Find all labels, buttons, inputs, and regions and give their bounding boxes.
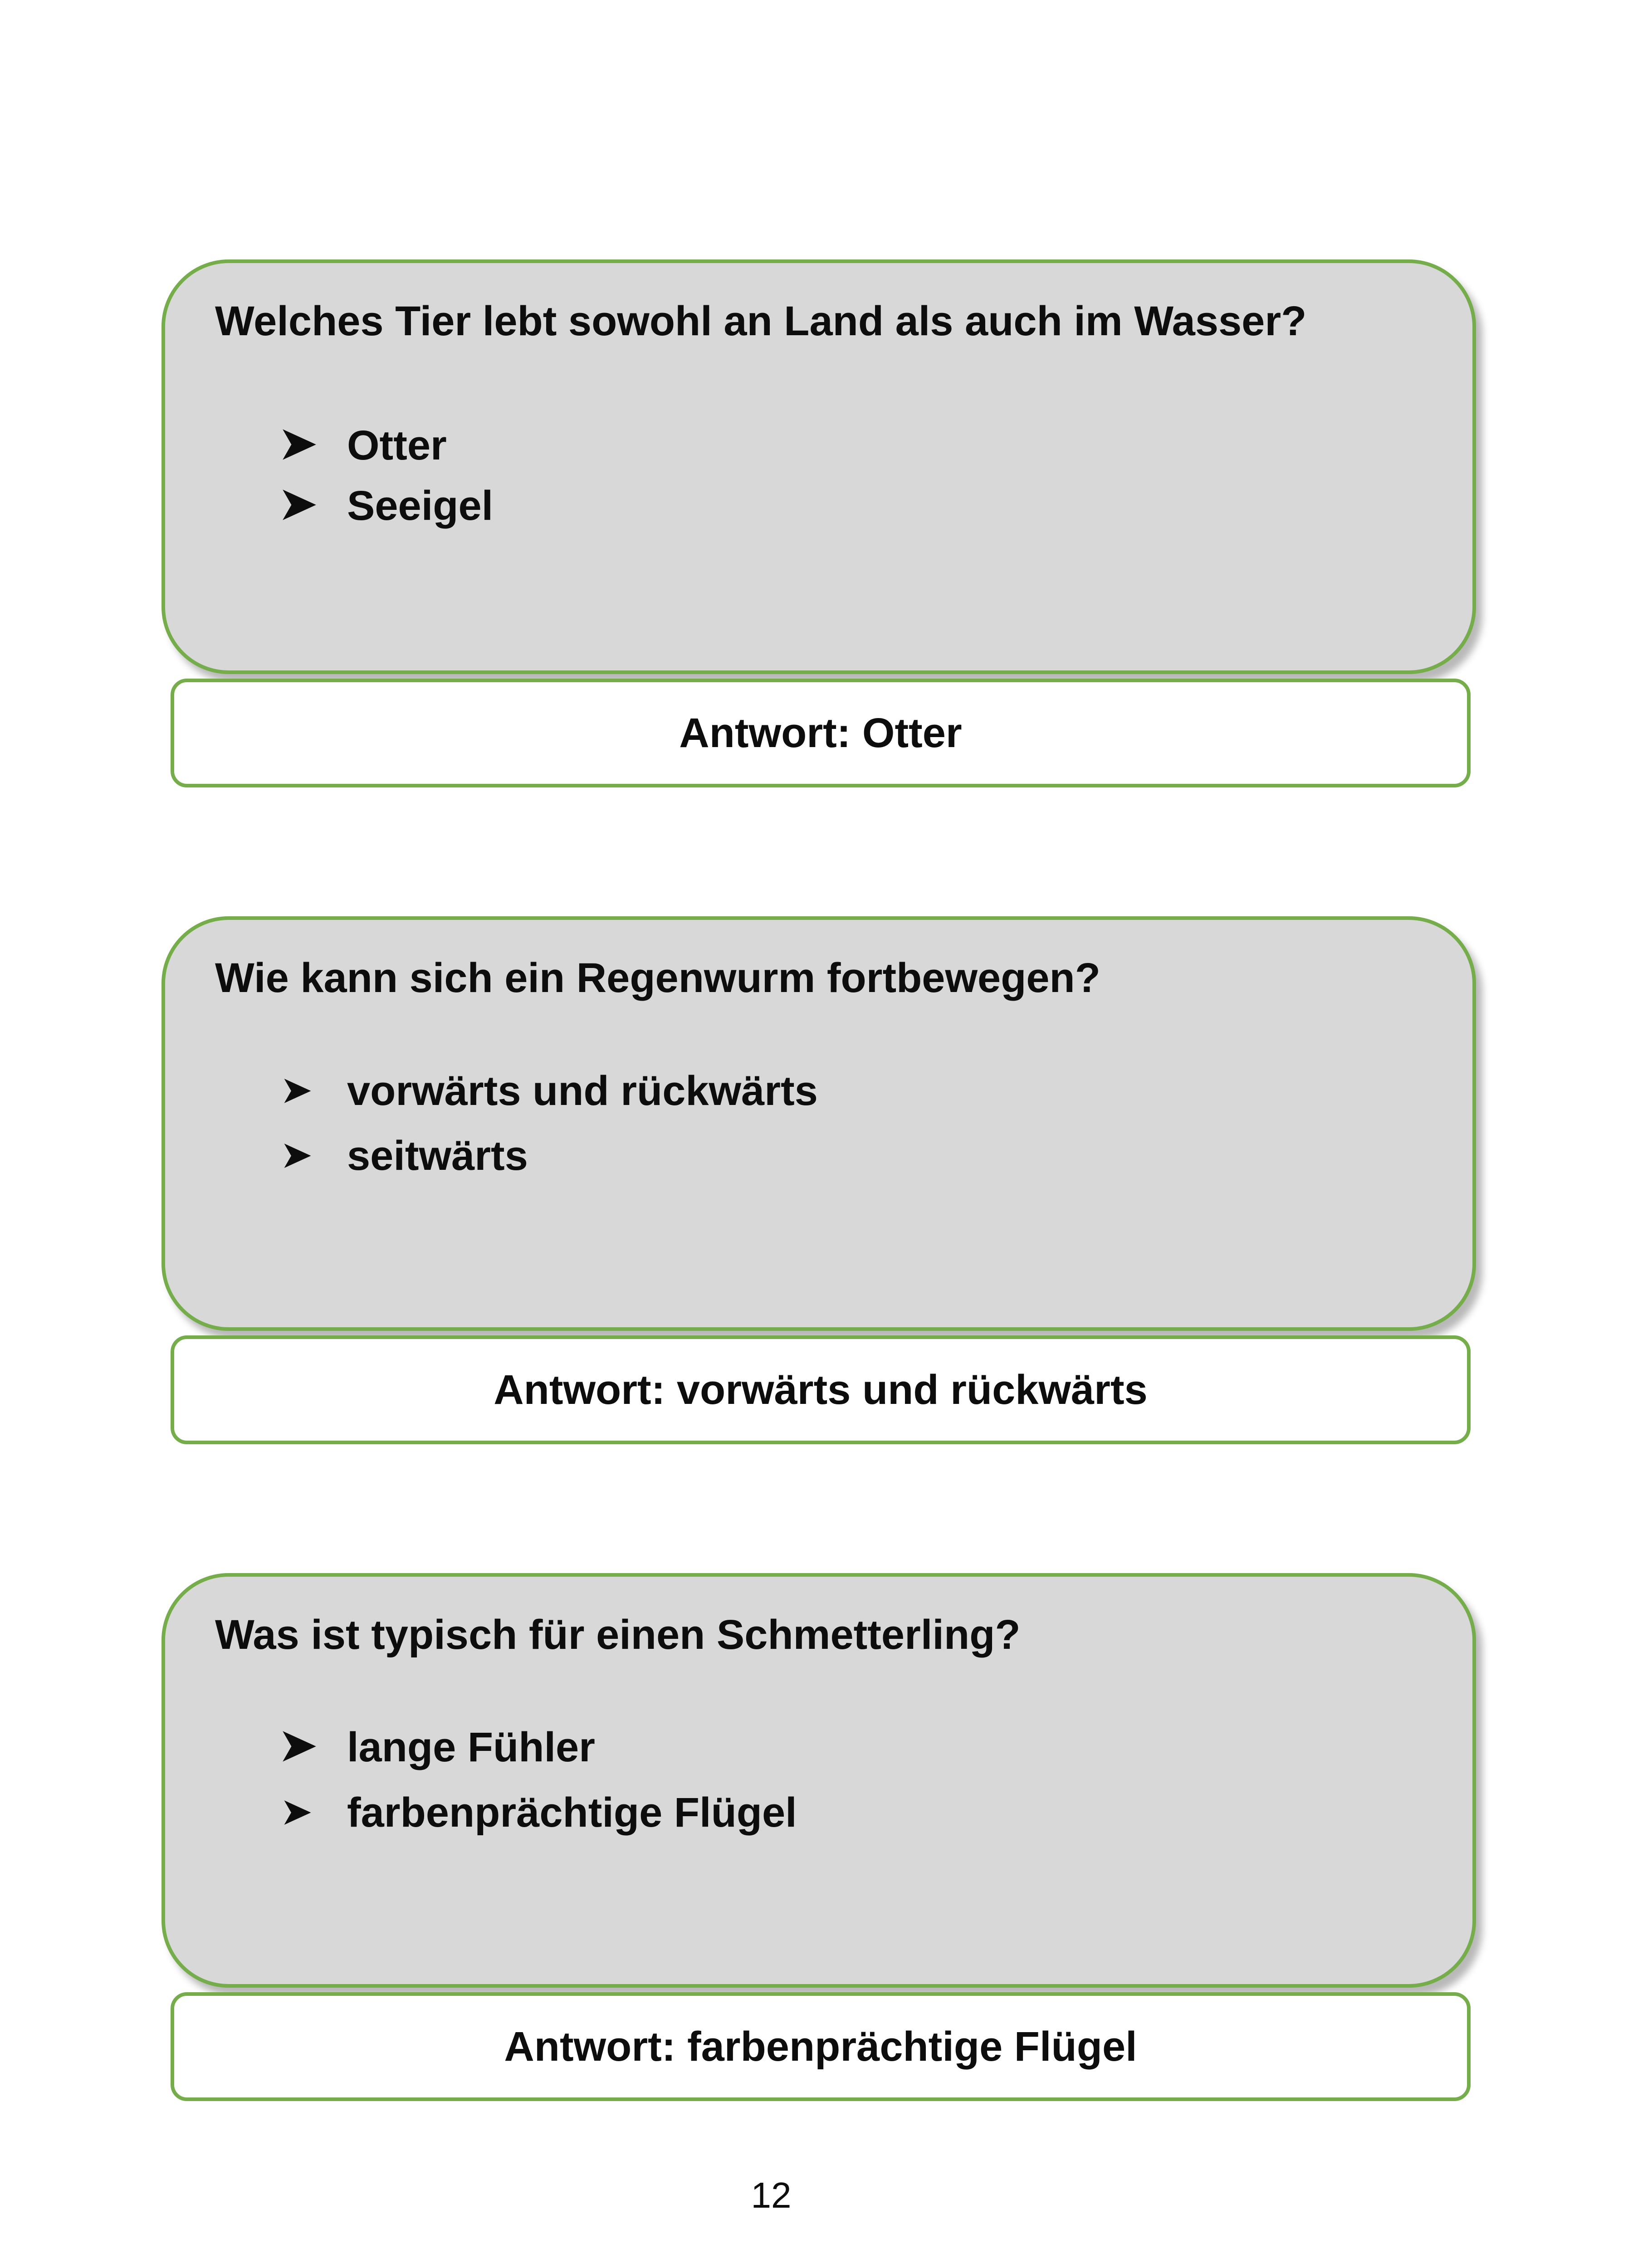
option-label: lange Fühler xyxy=(347,1724,595,1770)
arrowhead-bullet-icon xyxy=(283,1141,312,1170)
question-card xyxy=(161,1573,1476,1988)
question-text: Welches Tier lebt sowohl an Land als auch im Wasser? xyxy=(215,298,1307,344)
option-label: farbenprächtige Flügel xyxy=(347,1789,797,1836)
option-label: Seeigel xyxy=(347,483,494,529)
answer-text: Antwort: vorwärts und rückwärts xyxy=(494,1366,1148,1413)
answer-text: Antwort: Otter xyxy=(679,709,962,756)
option-label: seitwärts xyxy=(347,1133,528,1179)
arrowhead-bullet-icon xyxy=(281,487,318,523)
answer-box xyxy=(171,679,1471,787)
arrowhead-bullet-icon xyxy=(283,1798,312,1827)
arrowhead-bullet-icon xyxy=(281,1728,318,1765)
question-text: Wie kann sich ein Regenwurm fortbewegen? xyxy=(215,955,1100,1001)
arrowhead-bullet-icon xyxy=(281,426,318,463)
arrowhead-bullet-icon xyxy=(283,1076,312,1105)
option-label: Otter xyxy=(347,422,447,469)
answer-box xyxy=(171,1992,1471,2101)
answer-text: Antwort: farbenprächtige Flügel xyxy=(504,2023,1137,2070)
answer-box xyxy=(171,1335,1471,1444)
option-label: vorwärts und rückwärts xyxy=(347,1068,818,1114)
page-number: 12 xyxy=(751,2175,792,2215)
question-card xyxy=(161,916,1476,1331)
question-text: Was ist typisch für einen Schmetterling? xyxy=(215,1612,1021,1658)
